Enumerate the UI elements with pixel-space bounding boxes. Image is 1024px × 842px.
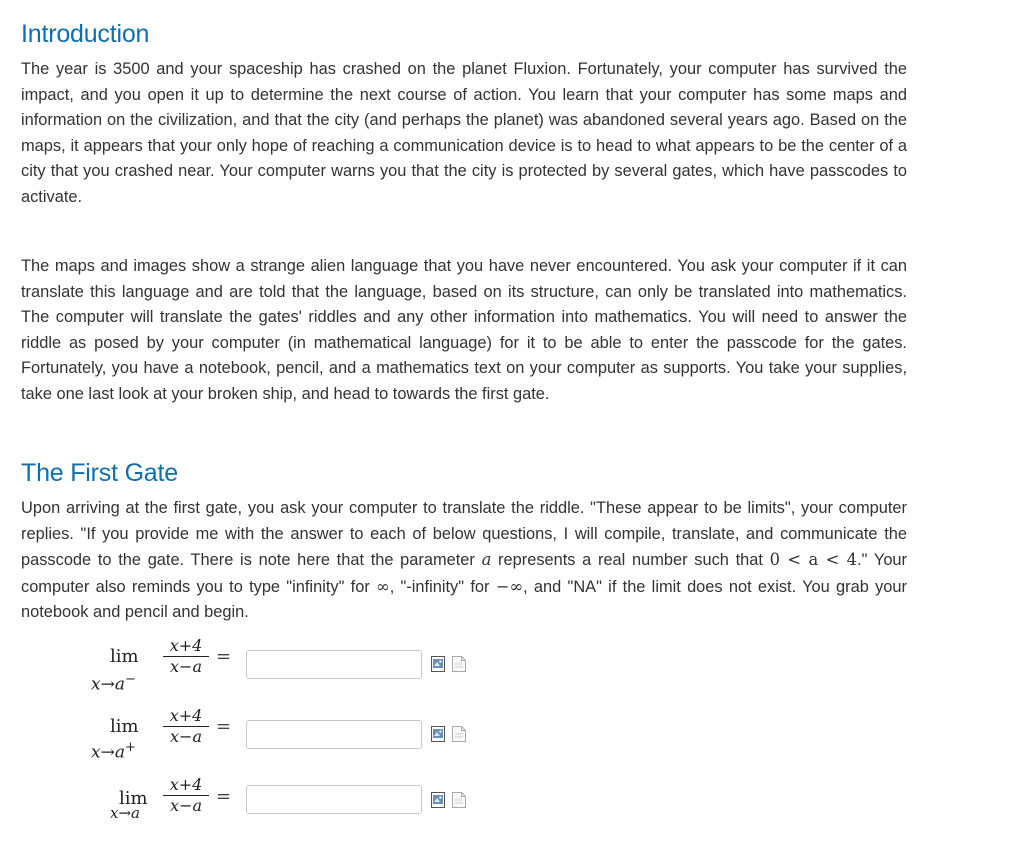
preview-icon[interactable] bbox=[431, 792, 445, 808]
equals-sign: = bbox=[216, 786, 232, 807]
numerator: x+4 bbox=[169, 706, 203, 725]
equals-sign: = bbox=[216, 716, 232, 737]
limit-question-2 bbox=[0, 706, 1024, 762]
preview-icon[interactable] bbox=[431, 726, 445, 742]
numerator: x+4 bbox=[169, 636, 203, 655]
lim-label: lim bbox=[110, 646, 139, 667]
preview-icon[interactable] bbox=[431, 656, 445, 672]
denominator: x−a bbox=[170, 727, 202, 746]
help-page-icon[interactable] bbox=[452, 656, 466, 672]
lim-subscript: x→a bbox=[110, 804, 140, 822]
denominator: x−a bbox=[170, 657, 202, 676]
answer-input-2[interactable] bbox=[246, 720, 422, 749]
intro-paragraph-1: The year is 3500 and your spaceship has crashed on the planet Fluxion. Fortunately, your computer has survived the impact, and you open it up to determine the next course of action. You learn that your computer has some maps and information on the civilization, and that the city (and perhaps the planet) was abandoned several years ago. Based on the maps, it appears that your only hope of reaching a communication device is to head to what appears to be the center of a city that you crashed near. Your computer warns you that the city is protected by several gates, which have passcodes to activate. bbox=[21, 60, 907, 206]
help-page-icon[interactable] bbox=[452, 726, 466, 742]
limit-question-3 bbox=[0, 772, 1024, 828]
fraction bbox=[163, 637, 209, 676]
introduction-heading: Introduction bbox=[21, 20, 150, 48]
answer-input-1[interactable] bbox=[246, 650, 422, 679]
fraction bbox=[163, 776, 209, 815]
lim-label: lim bbox=[119, 788, 148, 809]
equals-sign: = bbox=[216, 646, 232, 667]
first-gate-heading: The First Gate bbox=[21, 459, 178, 487]
lim-label: lim bbox=[110, 716, 139, 737]
lim-subscript: x→a+ bbox=[91, 740, 136, 763]
fraction bbox=[163, 707, 209, 746]
numerator: x+4 bbox=[169, 775, 203, 794]
neg-infinity-symbol: −∞ bbox=[495, 576, 524, 596]
answer-input-3[interactable] bbox=[246, 785, 422, 814]
limit-question-1 bbox=[0, 636, 1024, 695]
denominator: x−a bbox=[170, 796, 202, 815]
param-a: a bbox=[481, 550, 492, 570]
infinity-symbol: ∞ bbox=[376, 576, 390, 596]
help-page-icon[interactable] bbox=[452, 792, 466, 808]
first-gate-paragraph: Upon arriving at the first gate, you ask your computer to translate the riddle. "These appear to be limits", your computer replies. "If you provide me with the answer to each of below questions, I will compile, translate, and communicate the passcode to the gate. There is note here that the parameter a represents a real number such that 0 < a < 4." Your computer also reminds you to type "infinity" for ∞, "-infinity" for −∞, and "NA" if the limit does not exist. You grab your notebook and pencil and begin. bbox=[21, 499, 908, 622]
intro-paragraph-2: The maps and images show a strange alien language that you have never encountered. You ask your computer if it can translate this language and are told that the language, based on its structure, can only be translated into mathematics. The computer will translate the gates' riddles and any other information into mathematics. You will need to answer the riddle as posed by your computer (in mathematical language) for it to be able to enter the passcode for the gates. Fortunately, you have a notebook, pencil, and a mathematics text on your computer as supports. You take your supplies, take one last look at your broken ship, and head to towards the first gate. bbox=[21, 257, 907, 403]
lim-subscript: x→a− bbox=[91, 672, 136, 695]
inequality: 0 < a < 4 bbox=[769, 550, 858, 570]
